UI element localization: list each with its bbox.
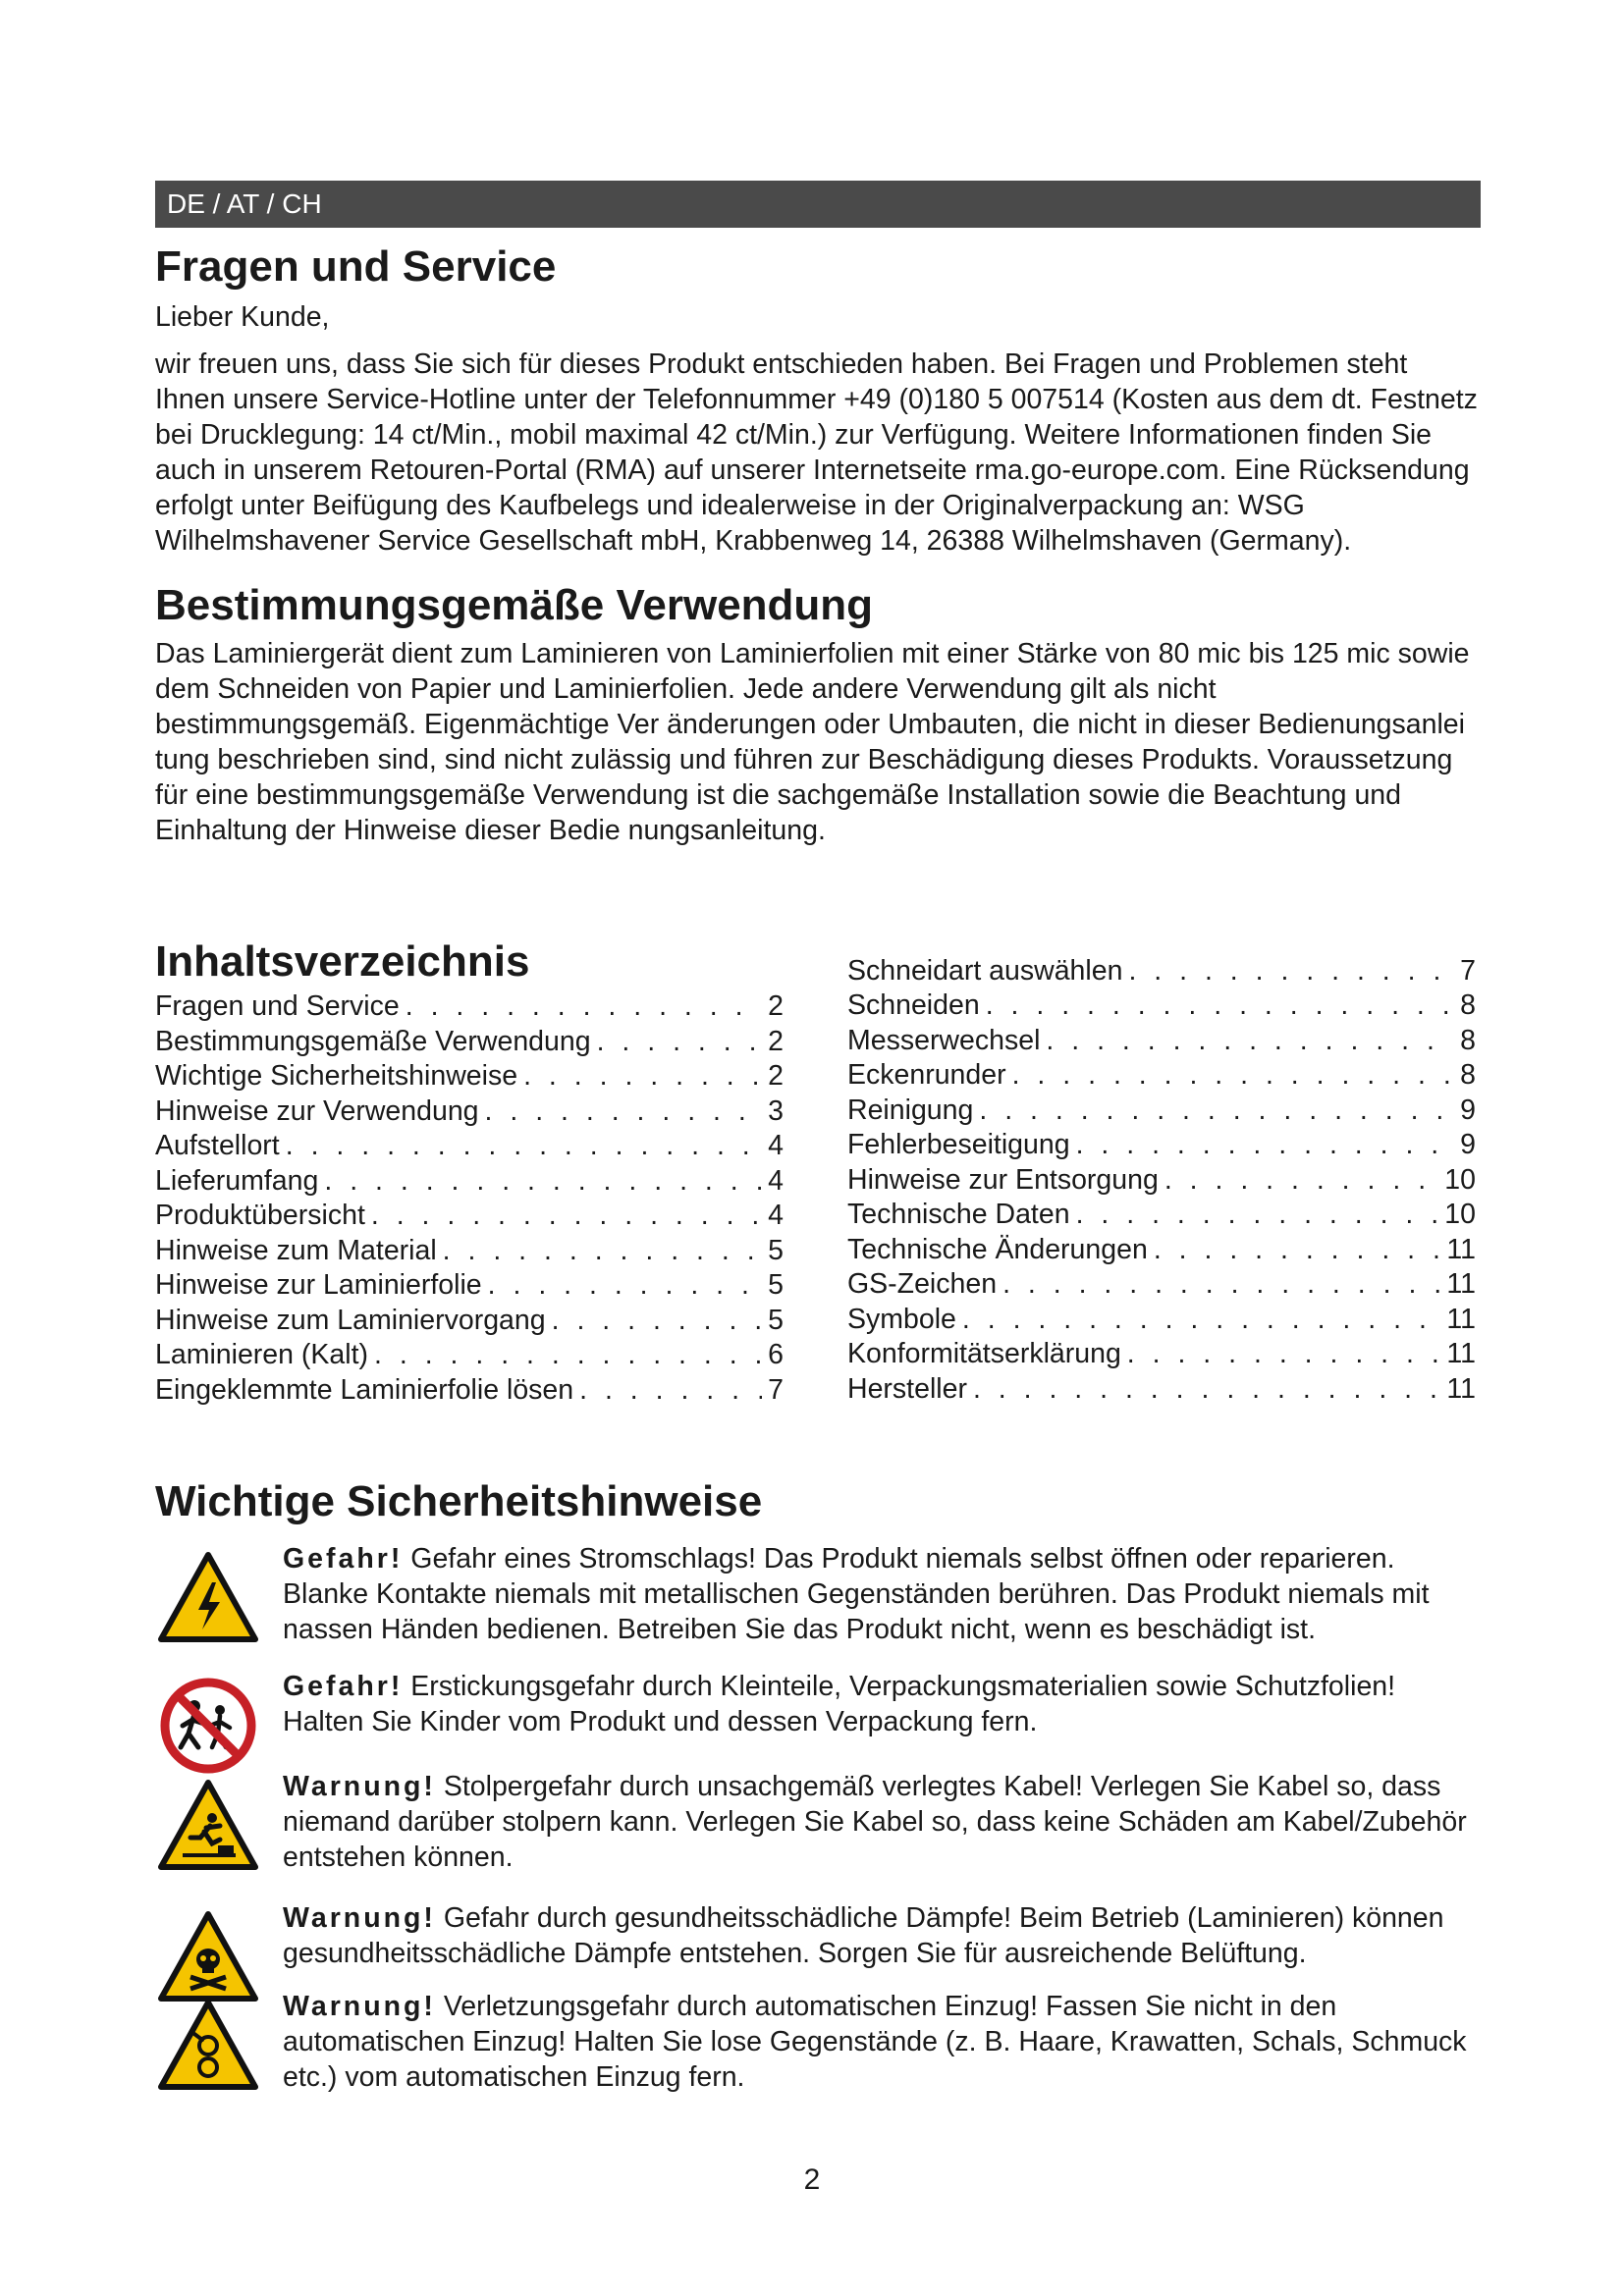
toc-entry-page: 5 — [768, 1269, 784, 1302]
safety-warning — [155, 1541, 1481, 1647]
toc-entry — [155, 989, 784, 1025]
toc-entry-page: 4 — [768, 1164, 784, 1197]
toc-leader-dots — [597, 1025, 763, 1060]
toc-entry — [155, 1059, 784, 1095]
toc-entry — [847, 1128, 1476, 1163]
toc-entry-page: 2 — [768, 1060, 784, 1093]
toc-entry-title: Aufstellort — [155, 1130, 280, 1162]
toc-entry — [155, 1025, 784, 1060]
toc-entry — [155, 1234, 784, 1269]
warning-text: Verletzungsgefahr durch automatischen Einzug! Fassen Sie nicht in den automatischen Einzug! Halten Sie lose Gegenstände (z. B. Haare, Krawatten, Schals, Schmuck etc.) vom automatischen Einzug fern. — [283, 1991, 1467, 2094]
page-number: 2 — [803, 2163, 821, 2196]
toc-entry-title: Hinweise zur Entsorgung — [847, 1163, 1159, 1196]
toc-entry-title: Schneiden — [847, 989, 980, 1022]
toc-leader-dots — [371, 1199, 762, 1234]
toc-leader-dots — [962, 1303, 1441, 1338]
toc-entry-page: 11 — [1446, 1338, 1476, 1370]
toc-entry-title: Hinweise zum Material — [155, 1234, 437, 1266]
toc-list-left — [155, 989, 784, 1408]
toc-leader-dots — [485, 1095, 763, 1130]
service-greeting: Lieber Kunde, — [155, 300, 330, 333]
toc-leader-dots — [986, 988, 1454, 1024]
toc-entry-page: 9 — [1460, 1094, 1476, 1126]
toc-entry-page: 11 — [1446, 1303, 1476, 1335]
warning-text: Gefahr durch gesundheitsschädliche Dämpfe! Beim Betrieb (Laminieren) können gesundheitsschädliche Dämpfe entstehen. Sorgen Sie für ausreichende Belüftung. — [283, 1902, 1444, 1970]
no-children-prohibition-icon — [155, 1677, 261, 1775]
toc-entry — [155, 1164, 784, 1200]
toc-entry — [847, 1233, 1476, 1268]
toc-entry-page: 10 — [1444, 1199, 1476, 1231]
toc-entry — [847, 1303, 1476, 1338]
toc-leader-dots — [1076, 1198, 1439, 1233]
roller-entanglement-warning-icon — [155, 1997, 261, 2095]
toc-leader-dots — [973, 1372, 1440, 1408]
service-heading: Fragen und Service — [155, 242, 557, 291]
toc-entry-title: Produktübersicht — [155, 1200, 365, 1232]
toc-entry-title: GS-Zeichen — [847, 1268, 998, 1301]
toc-entry-title: Eckenrunder — [847, 1059, 1006, 1092]
toc-heading: Inhaltsverzeichnis — [155, 936, 530, 986]
toc-entry-title: Wichtige Sicherheitshinweise — [155, 1060, 518, 1093]
toc-entry-page: 8 — [1460, 1059, 1476, 1092]
toc-entry-page: 6 — [768, 1339, 784, 1371]
toc-leader-dots — [286, 1129, 762, 1164]
toc-entry — [847, 1163, 1476, 1199]
toc-leader-dots — [324, 1164, 762, 1200]
warning-keyword: Warnung! — [283, 1902, 436, 1935]
toc-entry — [847, 1198, 1476, 1233]
toc-entry — [155, 1268, 784, 1304]
toc-list-right — [847, 954, 1476, 1408]
toc-leader-dots — [1002, 1267, 1440, 1303]
toc-entry-page: 9 — [1460, 1129, 1476, 1161]
safety-warning — [155, 1989, 1481, 2095]
toc-entry-page: 3 — [768, 1095, 784, 1127]
toc-entry-title: Eingeklemmte Laminierfolie lösen — [155, 1373, 574, 1406]
toc-entry-title: Technische Änderungen — [847, 1233, 1148, 1265]
toc-entry-page: 8 — [1460, 1024, 1476, 1056]
toc-leader-dots — [552, 1304, 763, 1339]
toc-entry-page: 11 — [1446, 1233, 1476, 1265]
safety-warning — [155, 1669, 1481, 1739]
toc-entry — [155, 1129, 784, 1164]
toc-entry-page: 8 — [1460, 989, 1476, 1022]
toc-entry-page: 2 — [768, 1025, 784, 1057]
electric-shock-warning-icon — [155, 1549, 261, 1647]
toc-leader-dots — [1154, 1233, 1441, 1268]
table-of-contents — [155, 936, 1481, 1417]
toc-entry — [155, 1373, 784, 1409]
safety-warning — [155, 1900, 1481, 1971]
toc-leader-dots — [374, 1338, 762, 1373]
toc-entry — [155, 1095, 784, 1130]
toc-entry-page: 5 — [768, 1304, 784, 1336]
toc-leader-dots — [443, 1234, 762, 1269]
toc-entry — [847, 1058, 1476, 1094]
toc-entry-page: 7 — [1460, 954, 1476, 987]
safety-heading: Wichtige Sicherheitshinweise — [155, 1476, 763, 1525]
toc-leader-dots — [1128, 954, 1454, 989]
warning-keyword: Warnung! — [283, 1991, 436, 2023]
warning-text: Erstickungsgefahr durch Kleinteile, Verpackungsmaterialien sowie Schutzfolien! Halten Sie Kinder vom Produkt und dessen Verpackung fern. — [283, 1671, 1396, 1738]
toc-leader-dots — [1012, 1058, 1455, 1094]
toc-entry-title: Technische Daten — [847, 1199, 1070, 1231]
toc-entry-title: Hinweise zur Verwendung — [155, 1095, 479, 1127]
toc-entry-title: Konformitätserklärung — [847, 1338, 1121, 1370]
toc-column-left — [155, 936, 784, 1409]
warning-keyword: Gefahr! — [283, 1671, 404, 1703]
toc-entry-page: 7 — [768, 1373, 784, 1406]
toc-leader-dots — [1076, 1128, 1455, 1163]
toc-entry — [847, 1337, 1476, 1372]
toc-leader-dots — [1164, 1163, 1438, 1199]
warning-keyword: Gefahr! — [283, 1543, 404, 1575]
toc-leader-dots — [1127, 1337, 1441, 1372]
safety-warning — [155, 1769, 1481, 1875]
usage-heading: Bestimmungsgemäße Verwendung — [155, 580, 874, 629]
toc-entry-page: 11 — [1446, 1268, 1476, 1301]
warning-text: Stolpergefahr durch unsachgemäß verlegtes Kabel! Verlegen Sie Kabel so, dass niemand darüber stolpern kann. Verlegen Sie Kabel so, dass keine Schäden am Kabel/Zubehör entstehen können. — [283, 1771, 1467, 1874]
toc-entry-page: 5 — [768, 1234, 784, 1266]
toc-entry — [847, 1094, 1476, 1129]
toc-entry-page: 2 — [768, 990, 784, 1023]
toc-entry-title: Laminieren (Kalt) — [155, 1339, 369, 1371]
toc-entry-title: Hinweise zur Laminierfolie — [155, 1269, 482, 1302]
warning-text: Gefahr eines Stromschlags! Das Produkt niemals selbst öffnen oder reparieren. Blanke Kontakte niemals mit metallischen Gegenständen berühren. Das Produkt niemals mit nassen Händen bedienen. Betreiben Sie das Produkt nicht, wenn es beschädigt ist. — [283, 1543, 1430, 1646]
usage-paragraph: Das Laminiergerät dient zum Laminieren von Laminierfolien mit einer Stärke von 80 mic bis 125 mic sowie dem Schneiden von Papier und Laminierfolien. Jede andere Verwendung gilt als nicht bestimmungsgemäß. Eigenmächtige Ver änderungen oder Umbauten, die nicht in dieser Bedienungsanlei tung beschrieben sind, sind nicht zulässig und führen zur Beschädigung dieses Produkts. Voraussetzung für eine bestimmungsgemäße Verwendung ist die sachgemäße Installation sowie die Beachtung und Einhaltung der Hinweise dieser Bedie nungsanleitung. — [155, 637, 1470, 846]
toc-entry — [847, 1267, 1476, 1303]
toc-entry-title: Reinigung — [847, 1094, 974, 1126]
toc-leader-dots — [979, 1094, 1454, 1129]
toc-entry-page: 4 — [768, 1130, 784, 1162]
toc-entry — [155, 1304, 784, 1339]
toc-leader-dots — [523, 1059, 762, 1095]
toc-entry-title: Hinweise zum Laminiervorgang — [155, 1304, 546, 1336]
service-paragraph: wir freuen uns, dass Sie sich für dieses Produkt entschieden haben. Bei Fragen und Problemen steht Ihnen unsere Service-Hotline unter der Telefonnummer +49 (0)180 5 007514 (Kosten aus dem dt. Festnetz bei Drucklegung: 14 ct/Min., mobil maximal 42 ct/Min.) zur Verfügung. Weitere Informationen finden Sie auch in unserem Retouren-Portal (RMA) auf unserer Internetseite rma.go-europe.com. Eine Rücksendung erfolgt unter Beifügung des Kaufbelegs und idealerweise in der Originalverpackung an: WSG Wilhelmshavener Service Gesellschaft mbH, Krabbenweg 14, 26388 Wilhelmshaven (Germany). — [155, 347, 1478, 557]
toc-leader-dots — [488, 1268, 763, 1304]
toc-entry-title: Symbole — [847, 1303, 956, 1335]
toc-entry-page: 4 — [768, 1200, 784, 1232]
toc-entry — [847, 1372, 1476, 1408]
toc-leader-dots — [406, 989, 762, 1025]
language-bar: DE / AT / CH — [155, 181, 1481, 228]
toc-entry-page: 11 — [1446, 1372, 1476, 1405]
toc-entry-title: Fragen und Service — [155, 990, 400, 1023]
warning-keyword: Warnung! — [283, 1771, 436, 1803]
toc-column-right — [847, 954, 1476, 1408]
toc-entry-title: Schneidart auswählen — [847, 954, 1123, 987]
toc-entry-title: Hersteller — [847, 1372, 967, 1405]
toc-entry — [847, 1024, 1476, 1059]
toc-leader-dots — [1046, 1024, 1454, 1059]
toc-entry-title: Bestimmungsgemäße Verwendung — [155, 1025, 591, 1057]
toc-entry-title: Messerwechsel — [847, 1024, 1041, 1056]
toc-entry — [847, 988, 1476, 1024]
toc-entry-title: Fehlerbeseitigung — [847, 1129, 1070, 1161]
toc-leader-dots — [579, 1373, 762, 1409]
toc-entry-page: 10 — [1444, 1163, 1476, 1196]
toc-entry — [155, 1199, 784, 1234]
toc-entry — [155, 1338, 784, 1373]
trip-hazard-warning-icon — [155, 1777, 261, 1875]
toc-entry-title: Lieferumfang — [155, 1164, 319, 1197]
toc-entry — [847, 954, 1476, 989]
page-content — [155, 181, 1481, 2095]
